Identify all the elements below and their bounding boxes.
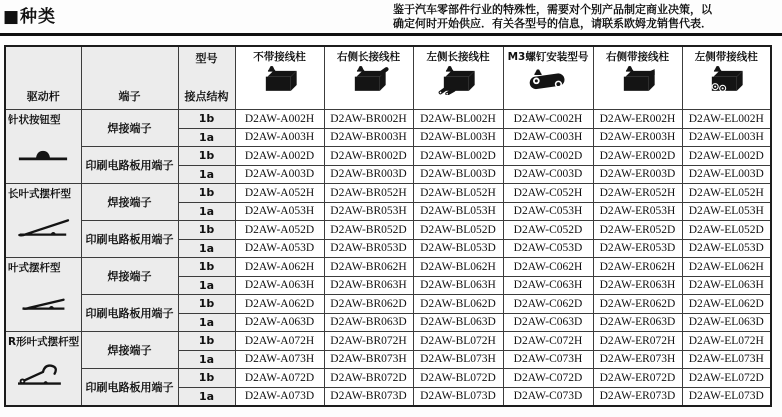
terminal-cell: 印刷电路板用端子 bbox=[81, 295, 178, 332]
model-number-cell: D2AW-A003H bbox=[235, 128, 324, 147]
table-row bbox=[5, 258, 771, 277]
model-number-cell: D2AW-C053H bbox=[503, 202, 593, 221]
model-number-cell: D2AW-EL063D bbox=[682, 313, 771, 332]
model-number-cell: D2AW-BL073D bbox=[413, 387, 503, 406]
table-row bbox=[5, 110, 771, 129]
model-number-cell: D2AW-BR072D bbox=[324, 369, 413, 388]
header-variant-switch-no-terminal bbox=[235, 46, 324, 110]
model-number-cell: D2AW-EL072D bbox=[682, 369, 771, 388]
table-row bbox=[5, 147, 771, 166]
model-number-cell: D2AW-BL003D bbox=[413, 165, 503, 184]
model-number-cell: D2AW-BR052D bbox=[324, 221, 413, 240]
model-number-cell: D2AW-A052D bbox=[235, 221, 324, 240]
model-number-cell: D2AW-C072D bbox=[503, 369, 593, 388]
model-number-cell: D2AW-C053D bbox=[503, 239, 593, 258]
model-number-cell: D2AW-A052H bbox=[235, 184, 324, 203]
model-number-cell: D2AW-BR003D bbox=[324, 165, 413, 184]
terminal-cell: 印刷电路板用端子 bbox=[81, 147, 178, 184]
variant-label: 右侧长接线柱 bbox=[337, 51, 400, 63]
table-row bbox=[5, 369, 771, 388]
model-number-cell: D2AW-EL052H bbox=[682, 184, 771, 203]
model-number-cell: D2AW-A073H bbox=[235, 350, 324, 369]
model-number-cell: D2AW-BL053D bbox=[413, 239, 503, 258]
header-variant-switch-m3-screw-mount bbox=[503, 46, 593, 110]
model-number-cell: D2AW-EL063H bbox=[682, 276, 771, 295]
model-number-cell: D2AW-BL073H bbox=[413, 350, 503, 369]
header-model-contact bbox=[178, 46, 235, 110]
model-number-cell: D2AW-ER062D bbox=[593, 295, 682, 314]
driver-cell bbox=[5, 258, 81, 332]
terminal-cell: 焊接端子 bbox=[81, 184, 178, 221]
page-title: ■种类 bbox=[3, 7, 57, 27]
model-number-cell: D2AW-BR002D bbox=[324, 147, 413, 166]
model-number-cell: D2AW-A063D bbox=[235, 313, 324, 332]
model-number-cell: D2AW-BR003H bbox=[324, 128, 413, 147]
model-number-cell: D2AW-ER072D bbox=[593, 369, 682, 388]
switch-left-terminal-icon bbox=[683, 65, 771, 95]
contact-structure-cell: 1a bbox=[178, 239, 235, 258]
model-number-cell: D2AW-EL073D bbox=[682, 387, 771, 406]
model-number-cell: D2AW-EL003D bbox=[682, 165, 771, 184]
contact-structure-cell: 1a bbox=[178, 350, 235, 369]
model-number-cell: D2AW-EL073H bbox=[682, 350, 771, 369]
model-number-cell: D2AW-BR002H bbox=[324, 110, 413, 129]
terminal-cell: 印刷电路板用端子 bbox=[81, 221, 178, 258]
contact-structure-cell: 1b bbox=[178, 147, 235, 166]
contact-structure-cell: 1a bbox=[178, 128, 235, 147]
driver-label: 针状按钮型 bbox=[8, 114, 61, 126]
model-number-cell: D2AW-BL062H bbox=[413, 258, 503, 277]
model-number-cell: D2AW-ER052D bbox=[593, 221, 682, 240]
model-number-cell: D2AW-A073D bbox=[235, 387, 324, 406]
model-number-cell: D2AW-EL003H bbox=[682, 128, 771, 147]
model-number-cell: D2AW-C063H bbox=[503, 276, 593, 295]
contact-structure-cell: 1b bbox=[178, 332, 235, 351]
hinge-lever-icon bbox=[6, 289, 81, 314]
model-number-cell: D2AW-BR073H bbox=[324, 350, 413, 369]
model-number-cell: D2AW-A053D bbox=[235, 239, 324, 258]
header-terminal-label: 端子 bbox=[118, 90, 141, 103]
model-number-cell: D2AW-C063D bbox=[503, 313, 593, 332]
model-number-cell: D2AW-BR063D bbox=[324, 313, 413, 332]
types-table bbox=[4, 45, 772, 407]
terminal-cell: 焊接端子 bbox=[81, 258, 178, 295]
header-variant-switch-right-terminal bbox=[593, 46, 682, 110]
variant-label: 左侧带接线柱 bbox=[694, 51, 758, 63]
header-terminal bbox=[81, 46, 178, 110]
model-number-cell: D2AW-C073H bbox=[503, 350, 593, 369]
model-number-cell: D2AW-BR062H bbox=[324, 258, 413, 277]
model-number-cell: D2AW-A002H bbox=[235, 110, 324, 129]
model-number-cell: D2AW-EL052D bbox=[682, 221, 771, 240]
model-number-cell: D2AW-ER002H bbox=[593, 110, 682, 129]
model-number-cell: D2AW-ER003D bbox=[593, 165, 682, 184]
contact-structure-cell: 1b bbox=[178, 184, 235, 203]
model-number-cell: D2AW-A053H bbox=[235, 202, 324, 221]
model-number-cell: D2AW-BL003H bbox=[413, 128, 503, 147]
variant-label: 右侧带接线柱 bbox=[606, 51, 669, 63]
model-number-cell: D2AW-A002D bbox=[235, 147, 324, 166]
model-number-cell: D2AW-C052D bbox=[503, 221, 593, 240]
model-number-cell: D2AW-BR053H bbox=[324, 202, 413, 221]
switch-right-terminal-icon bbox=[594, 65, 682, 95]
model-number-cell: D2AW-EL002H bbox=[682, 110, 771, 129]
contact-structure-cell: 1a bbox=[178, 165, 235, 184]
model-number-cell: D2AW-A063H bbox=[235, 276, 324, 295]
model-number-cell: D2AW-EL002D bbox=[682, 147, 771, 166]
model-number-cell: D2AW-A072H bbox=[235, 332, 324, 351]
header-variant-switch-left-terminal bbox=[682, 46, 771, 110]
model-number-cell: D2AW-BL072H bbox=[413, 332, 503, 351]
model-number-cell: D2AW-EL062H bbox=[682, 258, 771, 277]
model-number-cell: D2AW-ER003H bbox=[593, 128, 682, 147]
driver-cell bbox=[5, 184, 81, 258]
model-number-cell: D2AW-C003H bbox=[503, 128, 593, 147]
switch-m3-screw-mount-icon bbox=[504, 65, 593, 95]
variant-label: 左侧长接线柱 bbox=[426, 51, 490, 63]
model-number-cell: D2AW-EL072H bbox=[682, 332, 771, 351]
model-number-cell: D2AW-C073D bbox=[503, 387, 593, 406]
model-number-cell: D2AW-C002H bbox=[503, 110, 593, 129]
model-number-cell: D2AW-BL002D bbox=[413, 147, 503, 166]
model-number-cell: D2AW-ER053H bbox=[593, 202, 682, 221]
table-row bbox=[5, 295, 771, 314]
contact-structure-cell: 1b bbox=[178, 295, 235, 314]
header-note-line2: 确定何时开始供应．有关各型号的信息，请联系欧姆龙销售代表． bbox=[393, 17, 712, 30]
model-number-cell: D2AW-ER062H bbox=[593, 258, 682, 277]
model-number-cell: D2AW-BL063D bbox=[413, 313, 503, 332]
model-number-cell: D2AW-EL053D bbox=[682, 239, 771, 258]
model-number-cell: D2AW-BL052H bbox=[413, 184, 503, 203]
driver-cell bbox=[5, 332, 81, 406]
driver-label: 叶式摆杆型 bbox=[8, 262, 61, 274]
model-number-cell: D2AW-ER053D bbox=[593, 239, 682, 258]
model-number-cell: D2AW-BR072H bbox=[324, 332, 413, 351]
model-number-cell: D2AW-C002D bbox=[503, 147, 593, 166]
table-row bbox=[5, 332, 771, 351]
driver-label: R形叶式摆杆型 bbox=[8, 336, 80, 348]
model-number-cell: D2AW-C072H bbox=[503, 332, 593, 351]
terminal-cell: 印刷电路板用端子 bbox=[81, 369, 178, 406]
driver-cell bbox=[5, 110, 81, 184]
model-number-cell: D2AW-BR073D bbox=[324, 387, 413, 406]
switch-left-long-terminal-icon bbox=[414, 65, 503, 95]
header-note-line1: 鉴于汽车零部件行业的特殊性，需要对个别产品制定商业决策，以 bbox=[393, 3, 712, 16]
model-number-cell: D2AW-ER063H bbox=[593, 276, 682, 295]
contact-structure-cell: 1b bbox=[178, 110, 235, 129]
model-number-cell: D2AW-C003D bbox=[503, 165, 593, 184]
model-number-cell: D2AW-BL062D bbox=[413, 295, 503, 314]
variant-label: M3螺钉安装型号 bbox=[507, 51, 589, 63]
model-number-cell: D2AW-BR063H bbox=[324, 276, 413, 295]
model-number-cell: D2AW-BL063H bbox=[413, 276, 503, 295]
model-number-cell: D2AW-C052H bbox=[503, 184, 593, 203]
model-number-cell: D2AW-A072D bbox=[235, 369, 324, 388]
model-number-cell: D2AW-BL053H bbox=[413, 202, 503, 221]
model-number-cell: D2AW-BR053D bbox=[324, 239, 413, 258]
contact-structure-cell: 1b bbox=[178, 258, 235, 277]
driver-label: 长叶式摆杆型 bbox=[8, 188, 71, 200]
title-rule bbox=[0, 33, 782, 36]
model-number-cell: D2AW-EL062D bbox=[682, 295, 771, 314]
r-hinge-lever-icon bbox=[6, 363, 81, 388]
model-number-cell: D2AW-A062H bbox=[235, 258, 324, 277]
contact-structure-cell: 1a bbox=[178, 387, 235, 406]
model-number-cell: D2AW-ER073D bbox=[593, 387, 682, 406]
model-number-cell: D2AW-BR052H bbox=[324, 184, 413, 203]
contact-structure-cell: 1b bbox=[178, 369, 235, 388]
model-number-cell: D2AW-A062D bbox=[235, 295, 324, 314]
table-row bbox=[5, 184, 771, 203]
contact-structure-cell: 1b bbox=[178, 221, 235, 240]
model-number-cell: D2AW-ER002D bbox=[593, 147, 682, 166]
model-number-cell: D2AW-A003D bbox=[235, 165, 324, 184]
table-row bbox=[5, 221, 771, 240]
variant-label: 不带接线柱 bbox=[253, 51, 306, 63]
header-driver bbox=[5, 46, 81, 110]
model-number-cell: D2AW-BL002H bbox=[413, 110, 503, 129]
contact-structure-cell: 1a bbox=[178, 276, 235, 295]
model-number-cell: D2AW-ER052H bbox=[593, 184, 682, 203]
model-number-cell: D2AW-BL052D bbox=[413, 221, 503, 240]
pin-plunger-lever-icon bbox=[6, 141, 81, 166]
model-number-cell: D2AW-ER063D bbox=[593, 313, 682, 332]
model-number-cell: D2AW-BL072D bbox=[413, 369, 503, 388]
header-note bbox=[393, 3, 781, 31]
model-number-cell: D2AW-C062H bbox=[503, 258, 593, 277]
switch-no-terminal-icon bbox=[236, 65, 324, 95]
long-hinge-lever-icon bbox=[6, 215, 81, 240]
header-variant-switch-right-long-terminal bbox=[324, 46, 413, 110]
contact-structure-cell: 1a bbox=[178, 202, 235, 221]
model-number-cell: D2AW-ER073H bbox=[593, 350, 682, 369]
model-number-cell: D2AW-C062D bbox=[503, 295, 593, 314]
header-driver-label: 驱动杆 bbox=[26, 90, 60, 103]
header-variant-switch-left-long-terminal bbox=[413, 46, 503, 110]
terminal-cell: 焊接端子 bbox=[81, 332, 178, 369]
contact-structure-cell: 1a bbox=[178, 313, 235, 332]
model-number-cell: D2AW-EL053H bbox=[682, 202, 771, 221]
switch-right-long-terminal-icon bbox=[325, 65, 413, 95]
terminal-cell: 焊接端子 bbox=[81, 110, 178, 147]
header-model-label: 型号 bbox=[195, 52, 218, 65]
header-contact-label: 接点结构 bbox=[184, 90, 229, 103]
model-number-cell: D2AW-ER072H bbox=[593, 332, 682, 351]
model-number-cell: D2AW-BR062D bbox=[324, 295, 413, 314]
